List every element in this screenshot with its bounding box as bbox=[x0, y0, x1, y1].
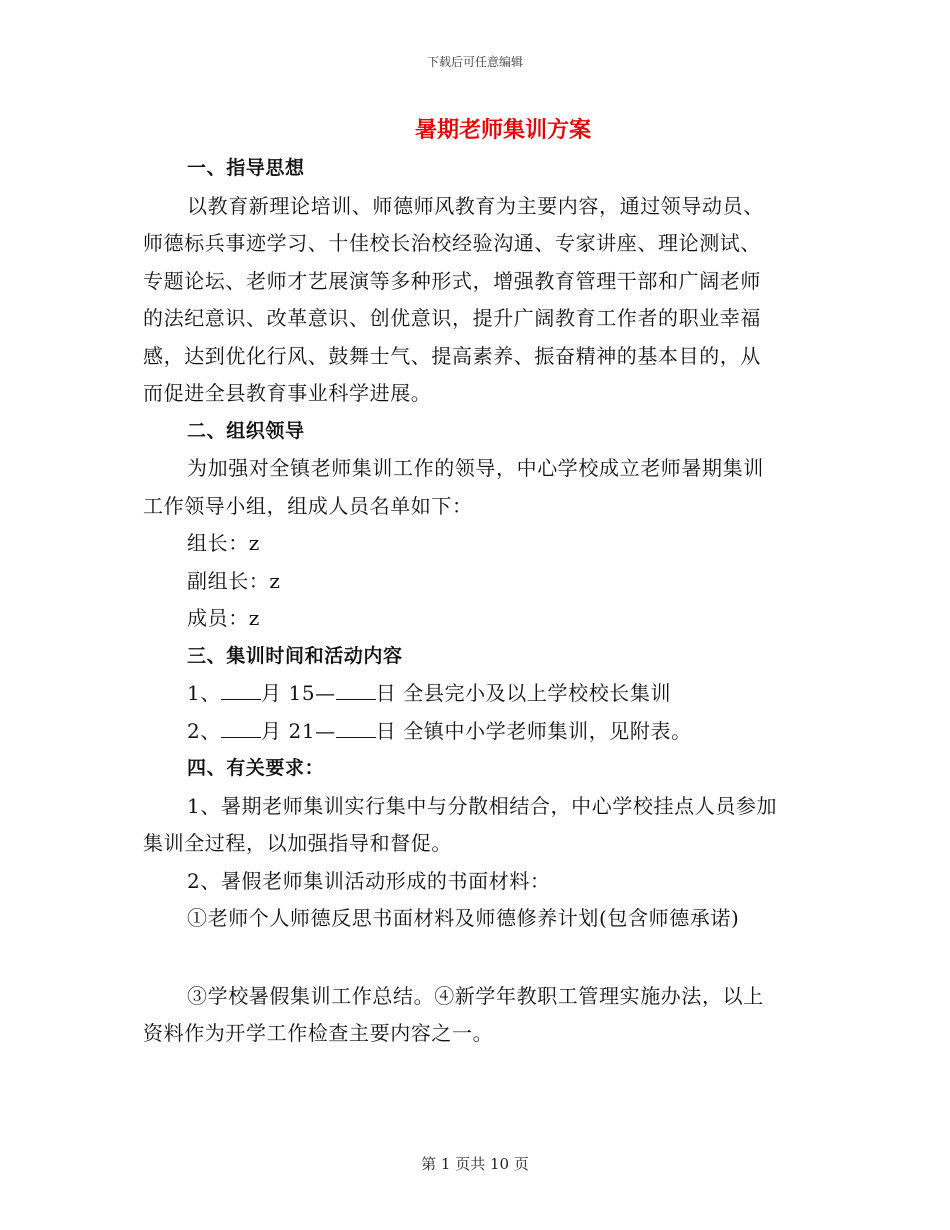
paragraph-line: 集训全过程，以加强指导和督促。 bbox=[143, 831, 452, 855]
section-heading-schedule: 三、集训时间和活动内容 bbox=[187, 644, 403, 667]
blank-line bbox=[336, 717, 376, 738]
schedule-item-month: 月 15— bbox=[260, 681, 336, 705]
section-heading-organization: 二、组织领导 bbox=[187, 419, 305, 442]
document-title-secondary bbox=[213, 938, 808, 978]
document-title: 暑期老师集训方案 bbox=[414, 117, 591, 143]
schedule-item-number: 2、 bbox=[187, 718, 221, 743]
paragraph-line: 师德标兵事迹学习、十佳校长治校经验沟通、专家讲座、理论测试、 bbox=[143, 231, 761, 255]
schedule-item-number: 1、 bbox=[187, 681, 221, 705]
paragraph-line: 以教育新理论培训、师德师风教育为主要内容，通过领导动员、 bbox=[187, 193, 764, 218]
section-heading-requirements: 四、有关要求： bbox=[187, 757, 325, 779]
paragraph-line: ①老师个人师德反思书面材料及师德修养计划(包含师德承诺) bbox=[187, 906, 740, 930]
member-members: 成员：z bbox=[187, 606, 260, 630]
paragraph-line: 1、暑期老师集训实行集中与分散相结合，中心学校挂点人员参加 bbox=[187, 793, 778, 818]
paragraph-line: 专题论坛、老师才艺展演等多种形式，增强教育管理干部和广阔老师 bbox=[143, 268, 761, 293]
paragraph-line: 的法纪意识、改革意识、创优意识，提升广阔教育工作者的职业幸福 bbox=[143, 306, 761, 330]
paragraph-line: 工作领导小组，组成人员名单如下： bbox=[143, 493, 473, 518]
paragraph-line: 感，达到优化行风、鼓舞士气、提高素养、振奋精神的基本目的，从 bbox=[143, 343, 761, 368]
paragraph-line: ③学校暑假集训工作总结。④新学年教职工管理实施办法，以上 bbox=[187, 983, 764, 1008]
blank-line bbox=[221, 679, 261, 700]
header-note: 下载后可任意编辑 bbox=[426, 55, 523, 69]
schedule-item bbox=[143, 675, 808, 713]
schedule-item-month: 月 21— bbox=[260, 718, 336, 743]
paragraph-line: 而促进全县教育事业科学进展。 bbox=[143, 381, 432, 405]
section-heading-guiding-ideology: 一、指导思想 bbox=[187, 157, 305, 179]
blank-line bbox=[336, 679, 376, 700]
page-footer: 第 1 页共 10 页 bbox=[421, 1155, 529, 1173]
paragraph-line: 2、暑假老师集训活动形成的书面材料： bbox=[187, 868, 551, 893]
member-leader: 组长：z bbox=[187, 531, 260, 555]
paragraph-line: 资料作为开学工作检查主要内容之一。 bbox=[143, 1021, 494, 1045]
schedule-item-text: 日 全县完小及以上学校校长集训 bbox=[375, 681, 672, 705]
schedule-item-text: 日 全镇中小学老师集训，见附表。 bbox=[375, 718, 692, 743]
schedule-item bbox=[143, 713, 808, 751]
blank-line bbox=[221, 717, 261, 738]
document-body bbox=[143, 110, 808, 1053]
member-deputy-leader: 副组长：z bbox=[187, 568, 281, 593]
paragraph-line: 为加强对全镇老师集训工作的领导，中心学校成立老师暑期集训 bbox=[187, 456, 764, 480]
